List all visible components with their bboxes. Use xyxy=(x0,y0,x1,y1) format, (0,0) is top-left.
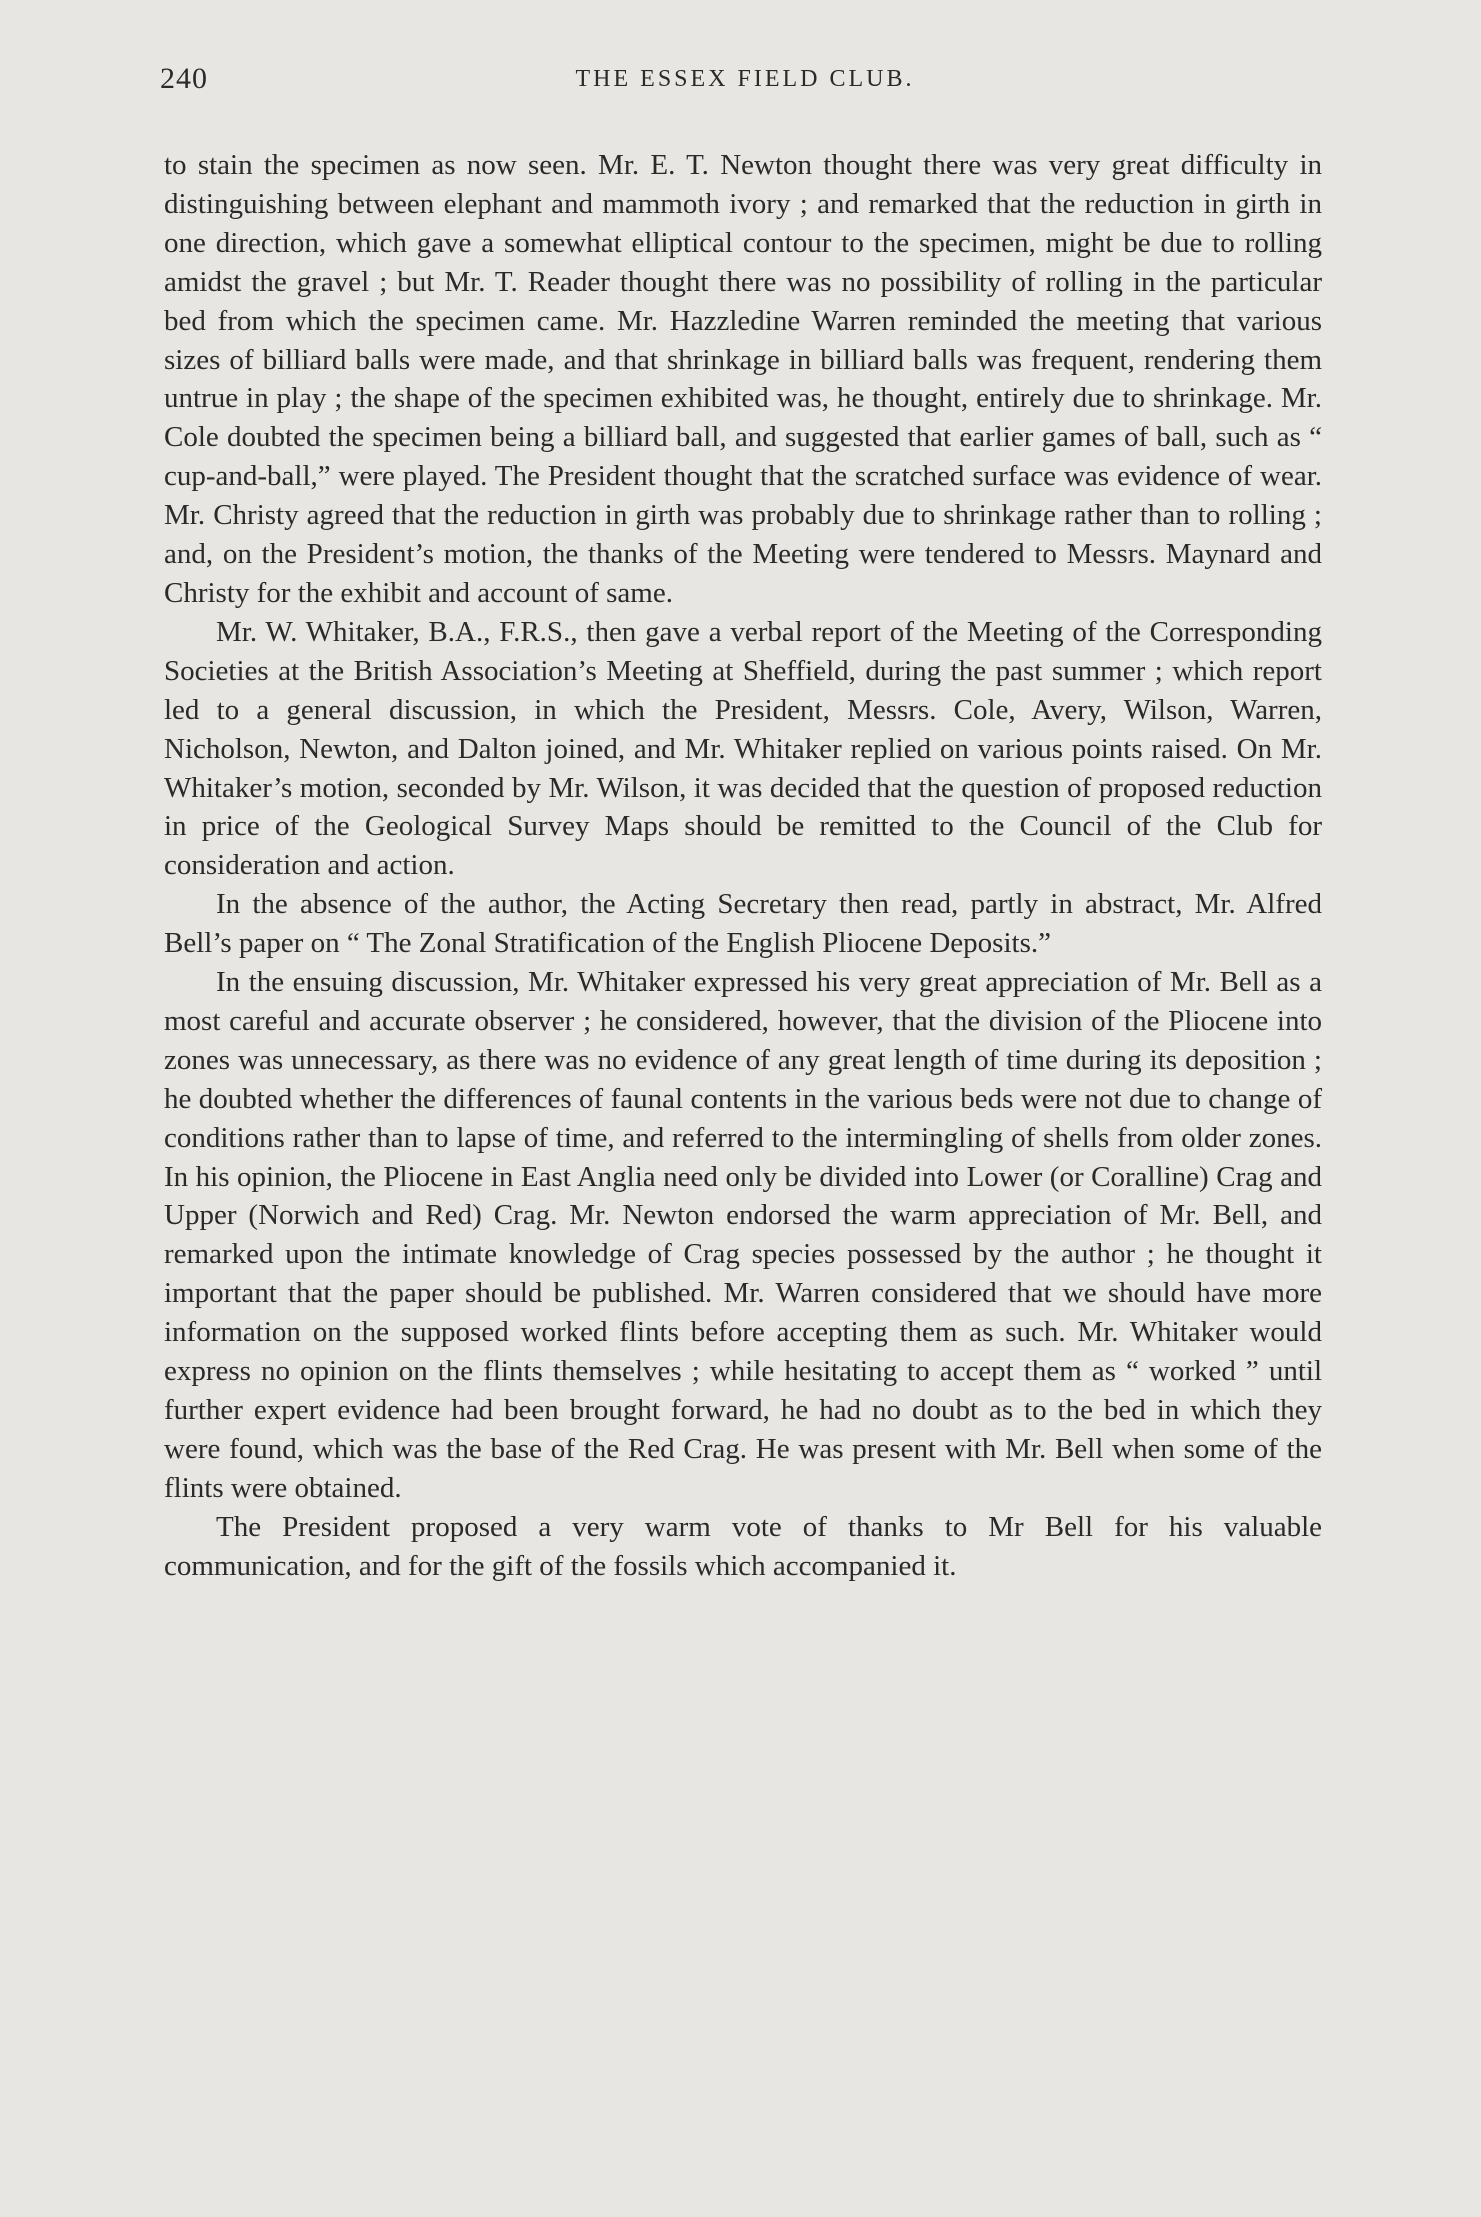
paragraph-continuation: to stain the specimen as now seen. Mr. E. T. Newton thought there was very great difficulty in distinguishing between elephant and mammoth ivory ; and remarked that the reduction in girth in one direction, which gave a somewhat elliptical contour to the specimen, might be due to rolling amidst the gravel ; but Mr. T. Reader thought there was no possibility of rolling in the particular bed from which the specimen came. Mr. Hazzledine Warren reminded the meeting that various sizes of billiard balls were made, and that shrinkage in billiard balls was frequent, rendering them untrue in play ; the shape of the specimen exhibited was, he thought, entirely due to shrinkage. Mr. Cole doubted the specimen being a billiard ball, and suggested that earlier games of ball, such as “ cup-and-ball,” were played. The President thought that the scratched surface was evidence of wear. Mr. Christy agreed that the reduction in girth was probably due to shrinkage rather than to rolling ; and, on the President’s motion, the thanks of the Meeting were tendered to Messrs. Maynard and Christy for the exhibit and account of same. xyxy=(164,149,1322,609)
running-head xyxy=(160,62,1330,102)
page-number: 240 xyxy=(160,62,208,95)
paragraph-bell-paper: In the absence of the author, the Acting Secretary then read, partly in abstract, Mr. Alfred Bell’s paper on “ The Zonal Stratification of the English Pliocene Deposits.” xyxy=(164,888,1322,960)
paragraph-whitaker-report: Mr. W. Whitaker, B.A., F.R.S., then gave a verbal report of the Meeting of the Corresponding Societies at the British Association’s Meeting at Sheffield, during the past summer ; which report led to a general discussion, in which the President, Messrs. Cole, Avery, Wilson, Warren, Nicholson, Newton, and Dalton joined, and Mr. Whitaker replied on various points raised. On Mr. Whitaker’s motion, seconded by Mr. Wilson, it was decided that the question of proposed reduction in price of the Geological Survey Maps should be remitted to the Council of the Club for consideration and action. xyxy=(164,615,1322,882)
paragraph-vote-of-thanks: The President proposed a very warm vote of thanks to Mr Bell for his valuable communication, and for the gift of the fossils which accompanied it. xyxy=(164,1510,1322,1582)
paragraph-discussion: In the ensuing discussion, Mr. Whitaker expressed his very great appreciation of Mr. Bell as a most careful and accurate observer ; he considered, however, that the division of the Pliocene into zones was unnecessary, as there was no evidence of any great length of time during its deposition ; he doubted whether the differences of faunal contents in the various beds were not due to change of conditions rather than to lapse of time, and referred to the intermingling of shells from older zones. In his opinion, the Pliocene in East Anglia need only be divided into Lower (or Coralline) Crag and Upper (Norwich and Red) Crag. Mr. Newton endorsed the warm appreciation of Mr. Bell, and remarked upon the intimate knowledge of Crag species possessed by the author ; he thought it important that the paper should be published. Mr. Warren considered that we should have more information on the supposed worked flints before accepting them as such. Mr. Whitaker would express no opinion on the flints themselves ; while hesitating to accept them as “ worked ” until further expert evidence had been brought forward, he had no doubt as to the bed in which they were found, which was the base of the Red Crag. He was present with Mr. Bell when some of the flints were obtained. xyxy=(164,966,1322,1504)
journal-title: THE ESSEX FIELD CLUB. xyxy=(575,66,915,92)
body-text xyxy=(164,146,1322,1586)
